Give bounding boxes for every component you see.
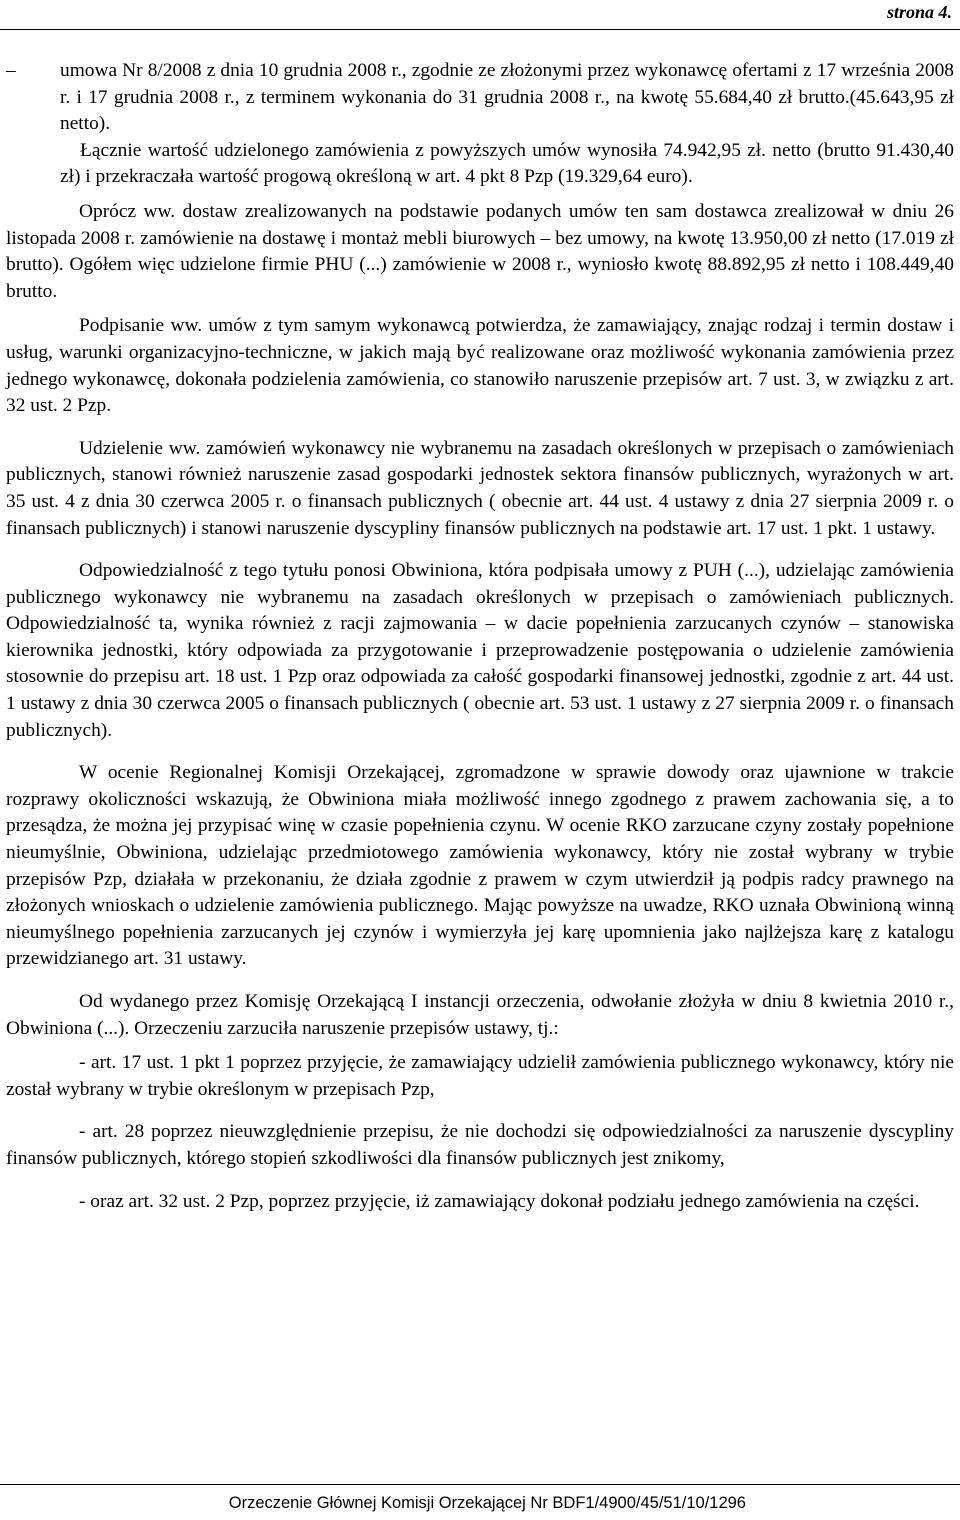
total-value-summary: Łącznie wartość udzielonego zamówienia z powyższych umów wynosiła 74.942,95 zł. netto (brutto 91.430,40 zł) i przekraczała wartość progową określoną w art. 4 pkt 8 Pzp (19.329,64 euro). (60, 139, 954, 188)
paragraph-appeal: Od wydanego przez Komisję Orzekającą I instancji orzeczenia, odwołanie złożyła w dniu 8 kwietnia 2010 r., Obwiniona (...). Orzeczeniu zarzuciła naruszenie przepisów ustawy, tj.: (6, 991, 954, 1039)
contract-list-item (6, 58, 954, 191)
header-rule (0, 29, 960, 30)
footer-rule (0, 1484, 960, 1485)
list-dash: – (6, 60, 16, 81)
appeal-point-2: - art. 28 poprzez nieuwzględnienie przepisu, że nie dochodzi się odpowiedzialności za naruszenie dyscypliny finansów publicznych, którego stopień szkodliwości dla finansów publicznych jest znikomy, (6, 1121, 954, 1169)
document-body (6, 58, 954, 1215)
paragraph-additional-supply: Oprócz ww. dostaw zrealizowanych na podstawie podanych umów ten sam dostawca zrealizował w dniu 26 listopada 2008 r. zamówienie na dostawę i montaż mebli biurowych – bez umowy, na kwotę 13.950,00 zł netto (17.019 zł brutto). Ogółem więc udzielone firmie PHU (...) zamówienie w 2008 r., wyniosło kwotę 88.892,95 zł netto i 108.449,40 brutto. (6, 200, 954, 302)
footer-reference: Orzeczenie Głównej Komisji Orzekającej Nr BDF1/4900/45/51/10/1296 (228, 1494, 746, 1512)
paragraph-responsibility: Odpowiedzialność z tego tytułu ponosi Obwiniona, która podpisała umowy z PUH (...), udzielając zamówienia publicznego wykonawcy nie wybranemu na zasadach określonych w przepisach o zamówieniach publicznych. Odpowiedzialność ta, wynika również z racji zajmowania – w dacie popełnienia zarzucanych czynów – stanowiska kierownika jednostki, który odpowiada za przygotowanie i przeprowadzenie postępowania o udzielenie zamówienia stosownie do przepisu art. 18 ust. 1 Pzp oraz odpowiada za całość gospodarki finansowej jednostki, zgodnie z art. 44 ust. 1 ustawy z dnia 30 czerwca 2005 o finansach publicznych ( obecnie art. 53 ust. 1 ustawy z 27 sierpnia 2009 r. o finansach publicznych). (6, 560, 954, 741)
contract-text: umowa Nr 8/2008 z dnia 10 grudnia 2008 r., zgodnie ze złożonymi przez wykonawcę ofertami z 17 września 2008 r. i 17 grudnia 2008 r., z terminem wykonania do 31 grudnia 2008 r., na kwotę 55.684,40 zł brutto.(45.643,95 zł netto). (60, 60, 954, 135)
appeal-point-1: - art. 17 ust. 1 pkt 1 poprzez przyjęcie, że zamawiający udzielił zamówienia publicznego wykonawcy, który nie został wybrany w trybie określonym w przepisach Pzp, (6, 1052, 954, 1100)
paragraph-award-violation: Udzielenie ww. zamówień wykonawcy nie wybranemu na zasadach określonych w przepisach o zamówieniach publicznych, stanowi również naruszenie zasad gospodarki jednostek sektora finansów publicznych, wyrażonych w art. 35 ust. 4 z dnia 30 czerwca 2005 r. o finansach publicznych ( obecnie art. 44 ust. 4 ustawy z dnia 27 sierpnia 2009 r. o finansach publicznych) i stanowi naruszenie dyscypliny finansów publicznych na podstawie art. 17 ust. 1 pkt. 1 ustawy. (6, 437, 954, 539)
page-number-label: strona 4. (886, 2, 952, 22)
paragraph-rko-assessment: W ocenie Regionalnej Komisji Orzekającej, zgromadzone w sprawie dowody oraz ujawnione w trakcie rozprawy okoliczności wskazują, że Obwiniona miała możliwość innego zgodnego z prawem zachowania się, a to przesądza, że można jej przypisać winę w czasie popełnienia czynu. W ocenie RKO zarzucane czyny zostały popełnione nieumyślnie, Obwiniona, udzielając przedmiotowego zamówienia wykonawcy, który nie został wybrany w trybie przepisów Pzp, działała w przekonaniu, że działa zgodnie z prawem w czym utwierdził ją podpis radcy prawnego na złożonych wnioskach o udzielenie zamówienia publicznego. Mając powyższe na uwadze, RKO uznała Obwinioną winną nieumyślnego popełnienia zarzucanych jej czynów i wymierzyła jej karę upomnienia jako najlżejsza karę z katalogu przewidzianego art. 31 ustawy. (6, 762, 954, 970)
paragraph-contract-signing: Podpisanie ww. umów z tym samym wykonawcą potwierdza, że zamawiający, znając rodzaj i termin dostaw i usług, warunki organizacyjno-techniczne, w jakich mają być realizowane oraz możliwość wykonania zamówienia przez jednego wykonawcę, dokonała podzielenia zamówienia, co stanowiło naruszenie przepisów art. 7 ust. 3, w związku z art. 32 ust. 2 Pzp. (6, 315, 954, 417)
appeal-point-3: - oraz art. 32 ust. 2 Pzp, poprzez przyjęcie, iż zamawiający dokonał podziału jednego zamówienia na części. (79, 1190, 920, 1212)
